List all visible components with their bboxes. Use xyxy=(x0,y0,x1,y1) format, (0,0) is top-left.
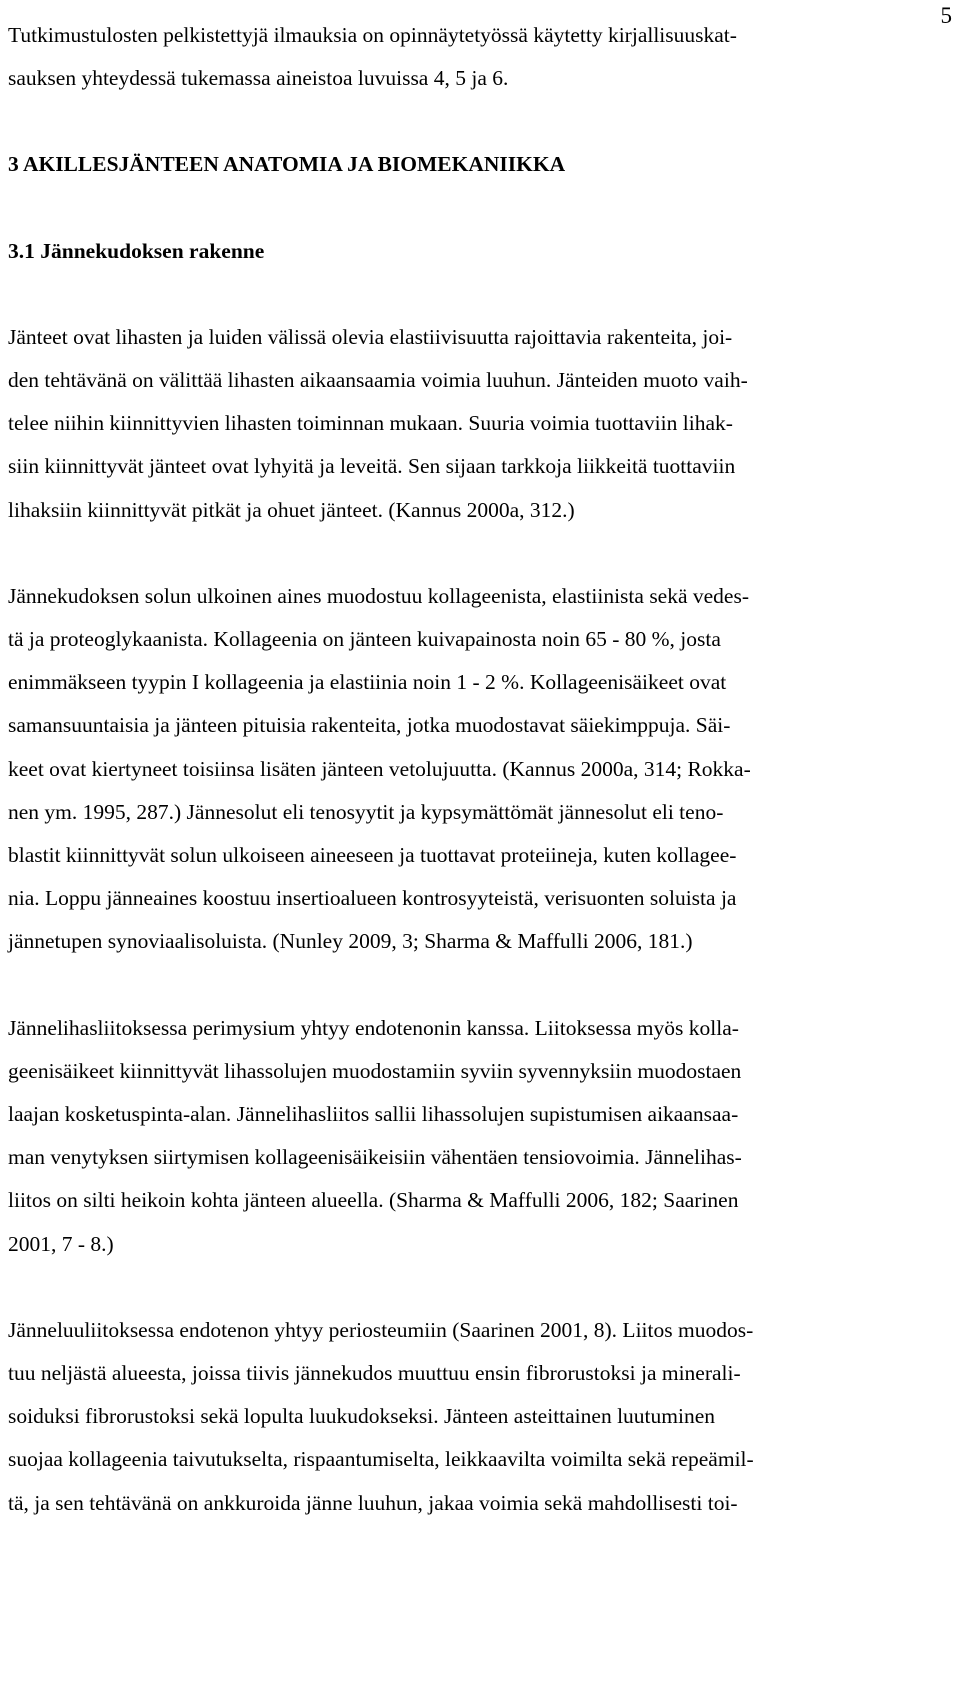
body-paragraph: Jännekudoksen solun ulkoinen aines muodostuu kollageenista, elastiinista sekä vedes- tä ja proteoglykaanista. Kollageenia on jänteen kuivapainosta noin 65 - 80 %, josta enimmäkseen tyypin I kollageenia ja elastiinia noin 1 - 2 %. Kollageenisäikeet ovat samansuuntaisia ja jänteen pituisia rakenteita, jotka muodostavat säiekimppuja. Säi- keet ovat kiertyneet toisiinsa lisäten jänteen vetolujuutta. (Kannus 2000a, 314; Rokka- nen ym. 1995, 287.) Jännesolut eli tenosyytit ja kypsymättömät jännesolut eli teno- blastit kiinnittyvät solun ulkoiseen aineeseen ja tuottavat proteiineja, kuten kollagee- nia. Loppu jänneaines koostuu insertioalueen kontrosyyteistä, verisuonten soluista ja jännetupen synoviaalisoluista. (Nunley 2009, 3; Sharma & Maffulli 2006, 181.) xyxy=(8,583,751,954)
body-paragraph: Jännelihasliitoksessa perimysium yhtyy endotenonin kanssa. Liitoksessa myös kolla- geenisäikeet kiinnittyvät lihassolujen muodostamiin syviin syvennyksiin muodostaen laajan kosketuspinta-alan. Jännelihasliitos sallii lihassolujen supistumisen aikaansaa- man venytyksen siirtymisen kollageenisäikeisiin vähentäen tensiovoimia. Jännelihas- liitos on silti heikoin kohta jänteen alueella. (Sharma & Maffulli 2006, 182; Saarinen 2001, 7 - 8.) xyxy=(8,1015,742,1256)
document-body xyxy=(8,14,943,1525)
page-number: 5 xyxy=(940,3,952,28)
body-paragraph: Jänteet ovat lihasten ja luiden välissä olevia elastiivisuutta rajoittavia rakenteita, joi- den tehtävänä on välittää lihasten aikaansaamia voimia luuhun. Jänteiden muoto vaih- telee niihin kiinnittyvien lihasten toiminnan mukaan. Suuria voimia tuottaviin lihak- siin kiinnittyvät jänteet ovat lyhyitä ja leveitä. Sen sijaan tarkkoja liikkeitä tuottaviin lihaksiin kiinnittyvät pitkät ja ohuet jänteet. (Kannus 2000a, 312.) xyxy=(8,324,748,522)
body-paragraph: Jänneluuliitoksessa endotenon yhtyy periosteumiin (Saarinen 2001, 8). Liitos muodos- tuu neljästä alueesta, joissa tiivis jännekudos muuttuu ensin fibrorustoksi ja minerali- soiduksi fibrorustoksi sekä lopulta luukudokseksi. Jänteen asteittainen luutuminen suojaa kollageenia taivutukselta, rispaantumiselta, leikkaavilta voimilta sekä repeämil- tä, ja sen tehtävänä on ankkuroida jänne luuhun, jakaa voimia sekä mahdollisesti toi- xyxy=(8,1317,754,1515)
intro-paragraph: Tutkimustulosten pelkistettyjä ilmauksia on opinnäytetyössä käytetty kirjallisuuskat- sauksen yhteydessä tukemassa aineistoa luvuissa 4, 5 ja 6. xyxy=(8,23,737,91)
section-heading: 3.1 Jännekudoksen rakenne xyxy=(8,238,265,263)
chapter-heading: 3 AKILLESJÄNTEEN ANATOMIA JA BIOMEKANIIKKA xyxy=(8,152,566,177)
